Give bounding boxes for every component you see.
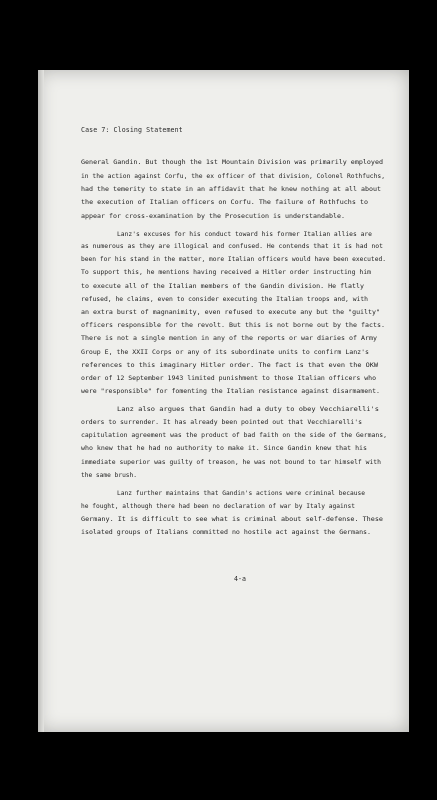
body-line: General Gandin. But though the 1st Mountain Division was primarily employed bbox=[81, 158, 384, 166]
document-heading: Case 7: Closing Statement bbox=[81, 126, 183, 134]
sheet-edge bbox=[38, 70, 44, 732]
page-number: 4-a bbox=[234, 575, 246, 583]
body-line: isolated groups of Italians committed no hostile act against the Germans. bbox=[81, 528, 372, 536]
body-line: immediate superior was guilty of treason, he was not bound to tar himself with bbox=[81, 458, 381, 466]
body-line: Germany. It is difficult to see what is criminal about self-defense. These bbox=[81, 515, 383, 523]
body-line: as numerous as they are illogical and confused. He contends that it is had not bbox=[81, 242, 384, 250]
body-line: he fought, although there had been no declaration of war by Italy against bbox=[81, 502, 356, 510]
body-line: order of 12 September 1943 limited punishment to those Italian officers who bbox=[81, 374, 376, 382]
body-line: capitulation agreement was the product of bad faith on the side of the Germans, bbox=[81, 431, 388, 439]
body-line: Lanz further maintains that Gandin's actions were criminal because bbox=[117, 489, 366, 497]
body-line: Group E, the XXII Corps or any of its subordinate units to confirm Lanz's bbox=[81, 348, 370, 356]
body-line: an extra burst of magnanimity, even refused to execute any but the "guilty" bbox=[81, 308, 380, 316]
body-line: were "responsible" for fomenting the Italian resistance against disarmament. bbox=[81, 387, 380, 395]
document-sheet bbox=[38, 70, 409, 732]
body-line: appear for cross-examination by the Prosecution is understandable. bbox=[81, 212, 345, 220]
body-line: orders to surrender. It has already been pointed out that Vecchiarelli's bbox=[81, 418, 363, 426]
body-line: Lanz's excuses for his conduct toward his former Italian allies are bbox=[117, 230, 372, 238]
body-line: the same brush. bbox=[81, 471, 138, 479]
body-line: the execution of Italian officers on Corfu. The failure of Rothfuchs to bbox=[81, 198, 369, 206]
body-line: to execute all of the Italian members of the Gandin division. He flatly bbox=[81, 282, 364, 290]
body-line: who knew that he had no authority to make it. Since Gandin knew that his bbox=[81, 444, 367, 452]
body-line: There is not a single mention in any of the reports or war diaries of Army bbox=[81, 334, 377, 342]
body-line: in the action against Corfu, the ex officer of that division, Colonel Rothfuchs, bbox=[81, 172, 385, 180]
body-line: To support this, he mentions having received a Hitler order instructing him bbox=[81, 268, 372, 276]
body-line: Lanz also argues that Gandin had a duty to obey Vecchiarelli's bbox=[117, 405, 380, 413]
body-line: officers responsible for the revolt. But this is not borne out by the facts. bbox=[81, 321, 385, 329]
body-line: had the temerity to state in an affidavit that he knew nothing at all about bbox=[81, 185, 381, 193]
body-line: been for his stand in the matter, more Italian officers would have been executed. bbox=[81, 255, 387, 263]
body-line: refused, he claims, even to consider executing the Italian troops and, with bbox=[81, 295, 369, 303]
body-line: references to this imaginary Hitler order. The fact is that even the OKW bbox=[81, 361, 379, 369]
